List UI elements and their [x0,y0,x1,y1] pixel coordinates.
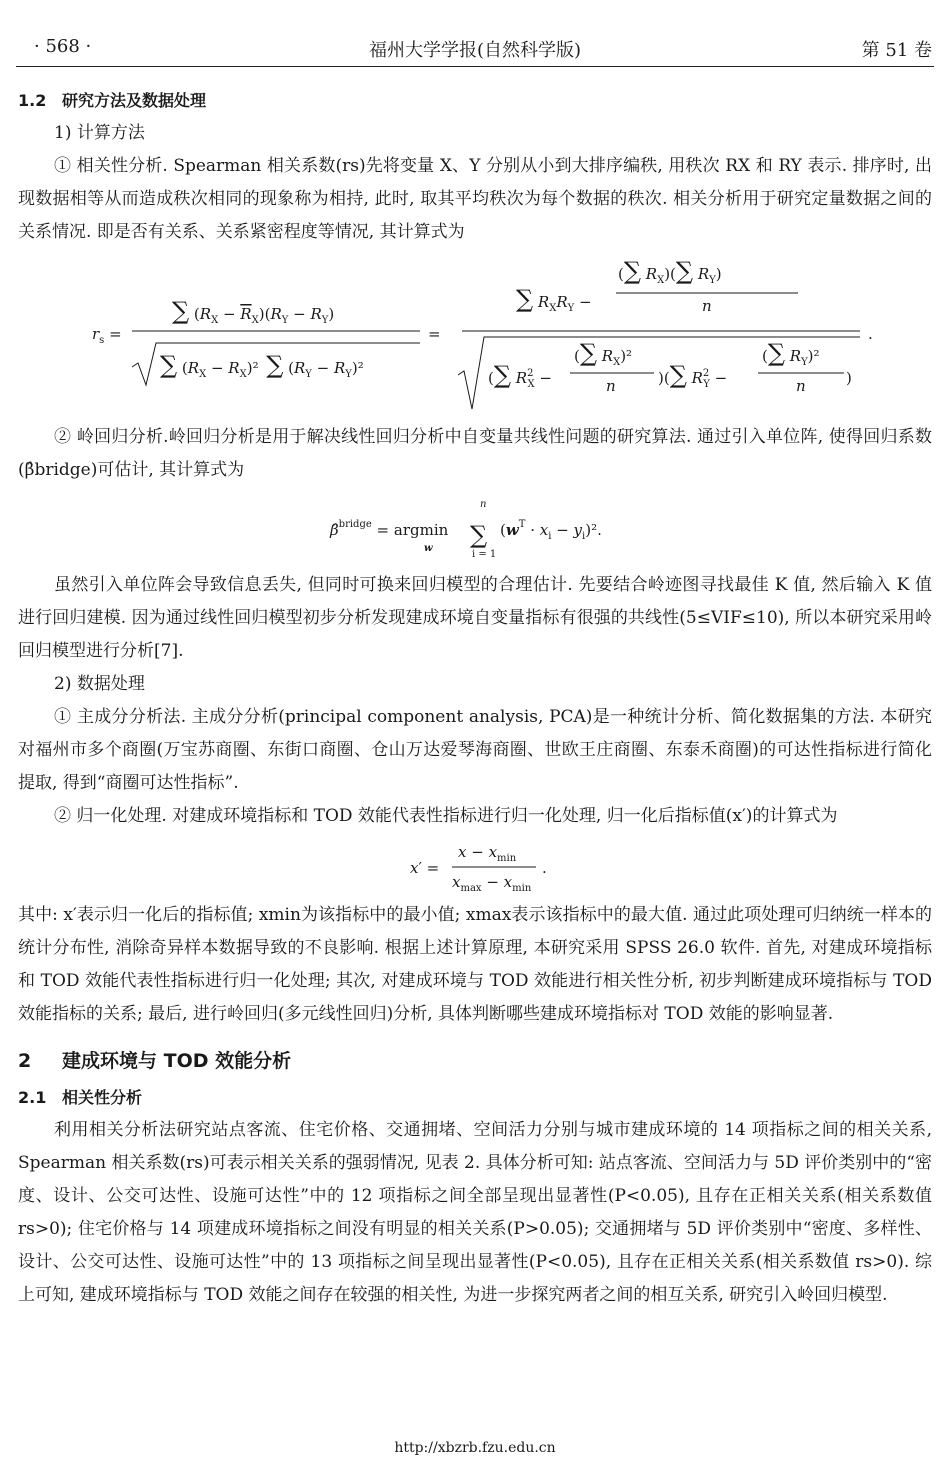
ridge-sum-lower: i = 1 [472,549,497,560]
section-title: 建成环境与 TOD 效能分析 [62,1050,292,1072]
section-number: 2 [18,1050,32,1072]
formula-close-paren: ) [846,369,852,387]
journal-name: 福州大学学报(自然科学版) [368,40,582,61]
paragraph-procedure: 其中: x′表示归一化后的指标值; xmin为该指标中的最小值; xmax表示该指标中的最大值. 通过此项处理可归纳统一样本的统计分布性, 消除奇异样本数据导致的不良影响. 根据上述计算原理, 本研究采用 SPSS 26.0 软件. 首先, 对建成环境指标和 TOD 效能代表性指标进行归一化处理; 其次, 对建成环境与 TOD 效能进行相关性分析, 初步判断建成环境指标与 TOD 效能指标的关系; 最后, 进行岭回归(多元线性回归)分析, 具体判断哪些建成环境指标对 TOD 效能的影响显著. [18,905,932,1024]
ridge-lhs: β̂$^{bridge}$ = argmin [330,519,449,539]
formula-denominator-2a: (∑ $R^2$ X − [488,361,552,390]
page-number: · 568 · [34,36,92,57]
section-heading-2-1 [18,1081,932,1114]
formula-numerator-2a: ∑ $R_XR_Y$ − [516,285,592,314]
running-header [16,32,934,62]
header-rule [16,66,934,67]
section-title: 研究方法及数据处理 [62,91,207,110]
formula-n-2: n [606,377,616,395]
formula-lhs: $r_s$ = [92,325,122,346]
ridge-formula-graphic [18,487,932,569]
formula-denominator-2d: (∑ $R_Y)^2$ [762,339,820,368]
normalization-formula-graphic [18,833,932,899]
normalization-formula [18,833,932,899]
paragraph-correlation-results: 利用相关分析法研究站点客流、住宅价格、交通拥堵、空间活力分别与城市建成环境的 14 项指标之间的相关关系, Spearman 相关系数(rs)可表示相关关系的强弱情况, 见表 2. 具体分析可知: 站点客流、空间活力与 5D 评价类别中的“密度、设计、公交可达性、设施可达性”中的 12 项指标之间全部呈现出显著性(P<0.05), 且存在正相关关系(相关系数值 rs>0); 住宅价格与 14 项建成环境指标之间没有明显的相关关系(P>0.05); 交通拥堵与 5D 评价类别中“密度、多样性、设计、公交可达性、设施可达性”中的 13 项指标之间呈现出显著性(P<0.05), 且存在正相关关系(相关系数值 rs>0). 综上可知, 建成环境指标与 TOD 效能之间存在较强的相关性, 为进一步探究两者之间的相互关系, 研究引入岭回归模型. [18,1120,932,1305]
formula-numerator-2b: (∑ $R_X)(\sum$ $R_Y$) [618,257,722,286]
ridge-sum-upper: n [480,499,487,510]
equals-sign: = [428,325,441,343]
norm-denominator: $x_{max} - x_{min}$ [452,873,532,894]
footer-url: http://xbzrb.fzu.edu.cn [394,1440,556,1456]
subsection-calc-method: 1) 计算方法 [54,123,145,143]
ridge-sum: ∑ [470,521,488,549]
section-number: 2.1 [18,1088,47,1107]
spearman-formula-graphic [18,249,932,421]
ridge-formula [18,487,932,569]
section-title: 相关性分析 [62,1088,143,1107]
paragraph-normalization: ② 归一化处理. 对建成环境指标和 TOD 效能代表性指标进行归一化处理, 归一化后指标值(x′)的计算式为 [54,806,838,826]
paragraph-ridge-note: 虽然引入单位阵会导致信息丢失, 但同时可换来回归模型的合理估计. 先要结合岭迹图寻找最佳 K 值, 然后输入 K 值进行回归建模. 因为通过线性回归模型初步分析发现建成环境自变量指标有很强的共线性(5≤VIF≤10), 所以本研究采用岭回归模型进行分析[7]. [18,575,932,661]
norm-numerator: $x - x_{min}$ [458,843,517,864]
formula-n-3: n [796,377,806,395]
paragraph-ridge: ② 岭回归分析.岭回归分析是用于解决线性回归分析中自变量共线性问题的研究算法. 通过引入单位阵, 使得回归系数(β̂bridge)可估计, 其计算式为 [18,427,932,480]
paragraph-spearman: ① 相关性分析. Spearman 相关系数(rs)先将变量 X、Y 分别从小到大排序编秩, 用秩次 RX 和 RY 表示. 排序时, 出现数据相等从而造成秩次相同的现象称为相持, 此时, 取其平均秩次为每个数据的秩次. 相关分析用于研究定量数据之间的关系情况. 即是否有关系、关系紧密程度等情况, 其计算式为 [18,156,932,242]
section-number: 1.2 [18,91,47,110]
formula-denominator-2c: )(∑ $R^2$ Y − [658,361,728,390]
paragraph-pca: ① 主成分分析法. 主成分分析(principal component analysis, PCA)是一种统计分析、简化数据集的方法. 本研究对福州市多个商圈(万宝苏商圈、东街口商圈、仓山万达爱琴海商圈、世欧王庄商圈、东泰禾商圈)的可达性指标进行简化提取, 得到“商圈可达性指标”. [18,707,932,793]
ridge-body: $(w^T \cdot x_i - y_i)^2$. [500,519,602,542]
formula-numerator-1: ∑ $(R_X - R_X)(R_Y - R_Y)$ [172,297,335,326]
article-body [18,84,932,1312]
formula-denominator-2b: (∑ $R_X)^2$ [574,339,633,368]
norm-period: . [542,859,547,877]
section-heading-2 [18,1041,932,1081]
volume-label: 第 51 卷 [861,40,932,61]
formula-period: . [868,325,873,343]
spearman-formula [18,249,932,421]
formula-n-1: n [702,297,712,315]
ridge-argmin-var: w [424,543,433,554]
formula-denominator-1: ∑ $(R_X - R_X)^2$ ∑ $(R_Y - R_Y)^2$ [160,351,364,380]
section-heading-1-2 [18,84,932,117]
subsection-data-processing: 2) 数据处理 [54,674,145,694]
norm-lhs: x′ = [410,859,440,877]
